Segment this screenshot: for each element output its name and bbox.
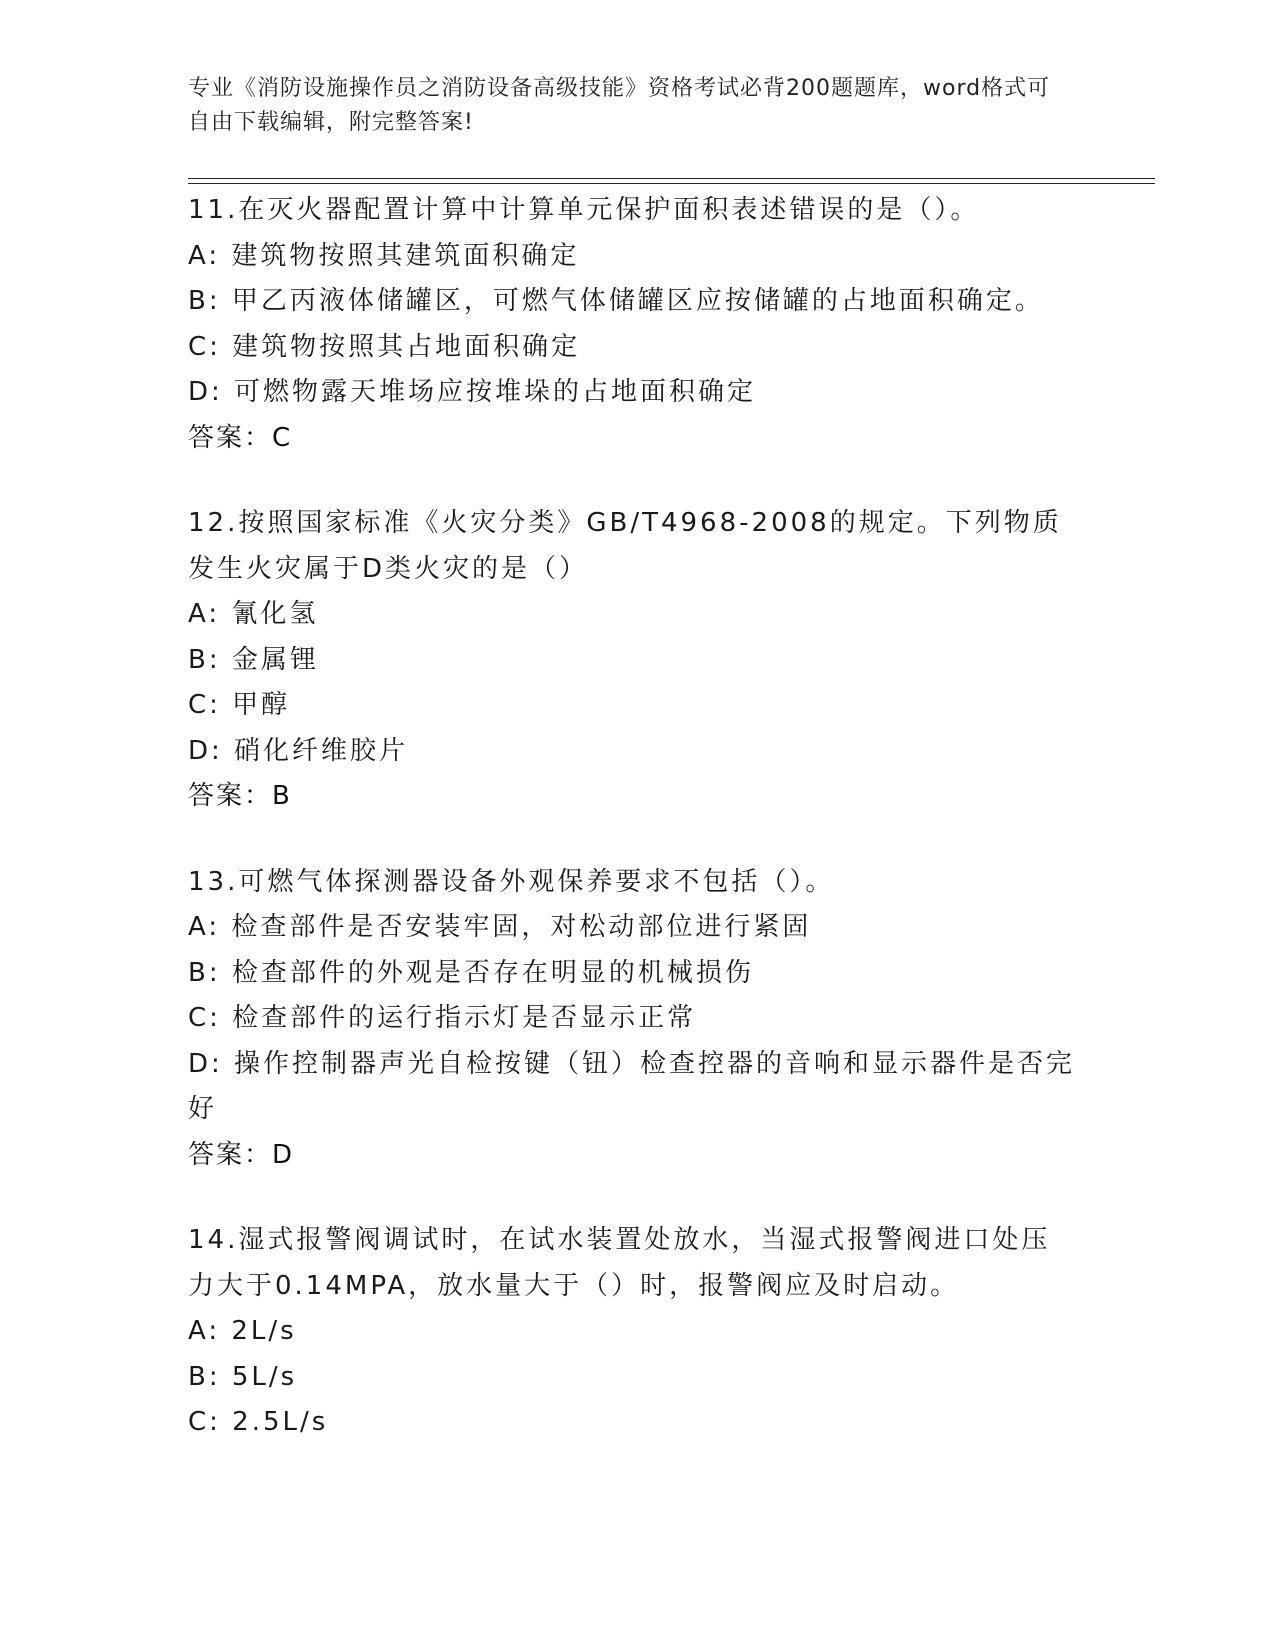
question-stem: 13.可燃气体探测器设备外观保养要求不包括（）。 <box>188 866 835 897</box>
question-option: A: 检查部件是否安装牢固，对松动部位进行紧固 <box>188 912 812 942</box>
question-stem: 12.按照国家标准《火灾分类》GB/T4968-2008的规定。下列物质发生火灾属于D类火灾的是（） <box>188 508 1062 584</box>
question-stem: 14.湿式报警阀调试时，在试水装置处放水，当湿式报警阀进口处压力大于0.14MPA，放水量大于（）时，报警阀应及时启动。 <box>188 1225 1051 1301</box>
question-option: D: 操作控制器声光自检按键（钮）检查控器的音响和显示器件是否完好 <box>188 1048 1076 1124</box>
header-divider-top <box>188 178 1155 179</box>
question-option: B: 检查部件的外观是否存在明显的机械损伤 <box>188 957 754 988</box>
question-option: C: 检查部件的运行指示灯是否显示正常 <box>188 1003 697 1033</box>
question-option: C: 建筑物按照其占地面积确定 <box>188 331 581 362</box>
question-item <box>188 188 1088 461</box>
question-answer: 答案：C <box>188 422 293 453</box>
question-option: B: 金属锂 <box>188 644 319 675</box>
question-option: B: 5L/s <box>188 1361 298 1392</box>
question-option: B: 甲乙丙液体储罐区，可燃气体储罐区应按储罐的占地面积确定。 <box>188 286 1044 316</box>
question-answer: 答案：B <box>188 781 292 811</box>
question-item <box>188 501 1088 820</box>
question-stem: 11.在灭火器配置计算中计算单元保护面积表述错误的是（）。 <box>188 195 980 225</box>
question-list <box>188 188 1088 1486</box>
question-option: C: 甲醇 <box>188 690 291 720</box>
question-item <box>188 860 1088 1179</box>
document-header: 专业《消防设施操作员之消防设备高级技能》资格考试必背200题题库，word格式可自由下载编辑，附完整答案! <box>188 76 1051 135</box>
question-option: D: 硝化纤维胶片 <box>188 735 409 766</box>
question-answer: 答案：D <box>188 1139 295 1170</box>
question-item <box>188 1218 1088 1446</box>
question-option: A: 建筑物按照其建筑面积确定 <box>188 240 580 271</box>
question-option: A: 氰化氢 <box>188 599 319 629</box>
question-option: C: 2.5L/s <box>188 1407 329 1437</box>
question-option: A: 2L/s <box>188 1316 297 1346</box>
question-option: D: 可燃物露天堆场应按堆垛的占地面积确定 <box>188 377 757 407</box>
header-divider-bottom <box>188 183 1155 184</box>
